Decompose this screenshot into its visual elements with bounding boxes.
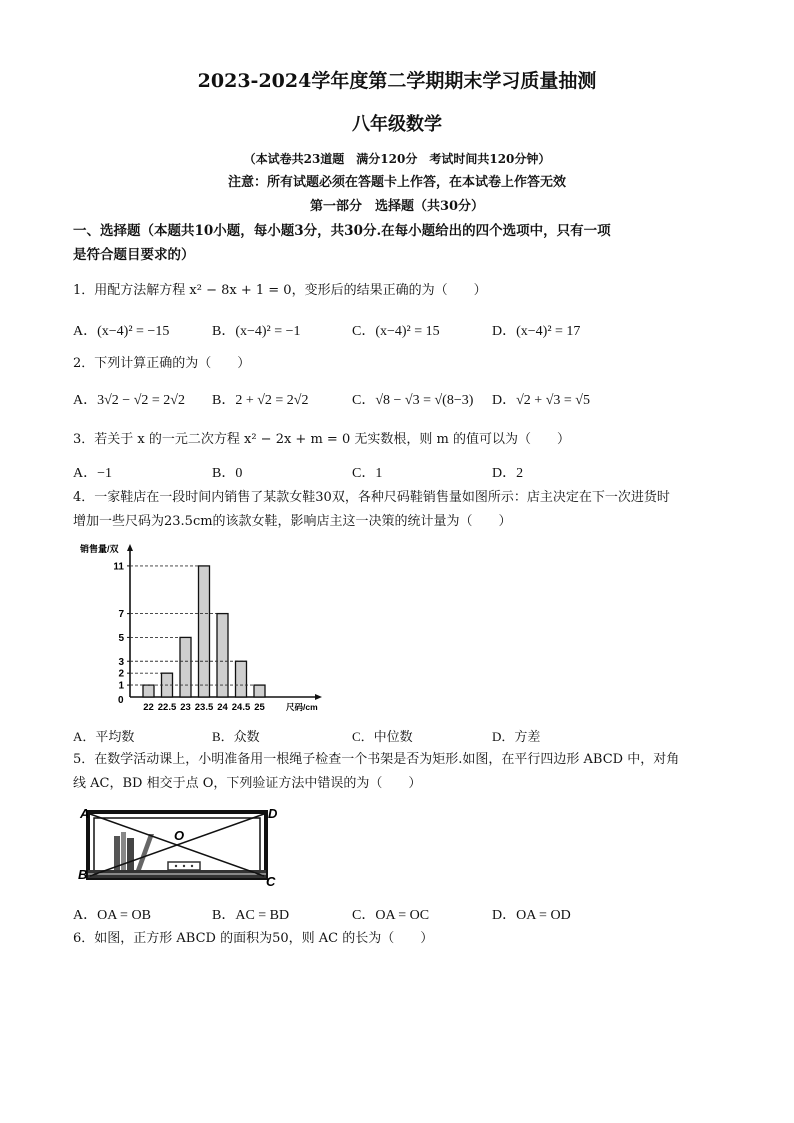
origin-label: 0 — [118, 695, 124, 706]
exam-notice: 注意：所有试题必须在答题卡上作答，在本试卷上作答无效 — [227, 175, 566, 190]
y-tick-label: 2 — [118, 668, 124, 680]
x-tick-label: 23 — [180, 702, 191, 713]
section-instruction-line2: 是符合题目要求的） — [73, 247, 195, 263]
x-tick-label: 22.5 — [157, 702, 177, 713]
y-tick-label: 1 — [118, 680, 124, 692]
question-2-option-c: C．√8 − √3 = √(8−3) — [352, 393, 474, 408]
question-1-option-d: D．(x−4)² = 17 — [492, 324, 581, 339]
x-tick-label: 24 — [217, 702, 228, 713]
question-6-stem: 6．如图，正方形 ABCD 的面积为50，则 AC 的长为（ ） — [73, 931, 434, 946]
x-tick-label: 23.5 — [194, 702, 214, 713]
question-1-option-c: C．(x−4)² = 15 — [352, 324, 440, 339]
question-1-stem: 1．用配方法解方程 x² − 8x + 1 = 0，变形后的结果正确的为（ ） — [73, 283, 487, 298]
question-3-option-a: A．−1 — [73, 466, 113, 481]
bar — [236, 661, 247, 697]
question-4-stem-line2: 增加一些尺码为23.5cm的该款女鞋，影响店主这一决策的统计量为（ ） — [73, 514, 512, 529]
x-axis-arrow — [315, 694, 322, 700]
y-axis-label: 销售量/双 — [80, 544, 119, 554]
question-4-option-b: B．众数 — [212, 729, 260, 744]
question-4-option-d: D．方差 — [492, 729, 541, 744]
bar — [199, 566, 210, 697]
question-4-stem-line1: 4．一家鞋店在一段时间内销售了某款女鞋30双，各种尺码鞋销售量如图所示：店主决定在下一次进货时 — [73, 490, 670, 505]
x-tick-label: 22 — [143, 702, 154, 713]
section-instruction-line1: 一、选择题（本题共10小题，每小题3分，共30分.在每小题给出的四个选项中，只有一项 — [73, 223, 611, 239]
x-tick-label: 24.5 — [231, 702, 251, 713]
y-tick-label: 3 — [118, 656, 124, 668]
part-heading: 第一部分 选择题（共30分） — [309, 199, 485, 214]
exam-title: 2023-2024学年度第二学期期末学习质量抽测 — [197, 70, 597, 92]
question-2-option-d: D．√2 + √3 = √5 — [492, 393, 590, 408]
question-5-option-b: B．AC = BD — [212, 908, 290, 923]
question-2-option-b: B．2 + √2 = 2√2 — [212, 393, 309, 408]
question-3-stem: 3．若关于 x 的一元二次方程 x² − 2x + m = 0 无实数根，则 m 的值可以为（ ） — [73, 432, 570, 447]
label-o: O — [174, 828, 185, 843]
question-2-stem: 2．下列计算正确的为（ ） — [73, 356, 251, 371]
y-tick-label: 5 — [118, 632, 124, 644]
label-c: C — [266, 874, 276, 889]
bookshelf-figure — [78, 806, 278, 890]
y-axis-arrow — [127, 544, 133, 551]
x-tick-label: 25 — [254, 702, 265, 713]
shoe-size-bar-chart — [80, 542, 340, 718]
question-4-option-c: C．中位数 — [352, 729, 413, 744]
question-5-option-c: C．OA = OC — [352, 908, 430, 923]
question-3-option-c: C．1 — [352, 466, 383, 481]
label-b: B — [78, 867, 88, 882]
question-4-option-a: A．平均数 — [73, 729, 135, 744]
y-tick-label: 11 — [113, 561, 124, 573]
bar — [217, 614, 228, 697]
question-3-option-d: D．2 — [492, 466, 524, 481]
question-3-option-b: B．0 — [212, 466, 243, 481]
question-2-option-a: A．3√2 − √2 = 2√2 — [73, 393, 185, 408]
exam-subtitle: 八年级数学 — [352, 114, 442, 135]
label-d: D — [268, 806, 278, 821]
question-5-option-d: D．OA = OD — [492, 908, 571, 923]
bar — [254, 685, 265, 697]
bar — [180, 637, 191, 697]
question-5-option-a: A．OA = OB — [73, 908, 151, 923]
question-5-stem-line1: 5．在数学活动课上，小明准备用一根绳子检查一个书架是否为矩形.如图，在平行四边形 ABCD 中，对角 — [73, 752, 680, 767]
y-tick-label: 7 — [118, 609, 124, 621]
x-axis-label: 尺码/cm — [286, 702, 318, 712]
question-1-option-a: A．(x−4)² = −15 — [73, 324, 170, 339]
question-1-option-b: B．(x−4)² = −1 — [212, 324, 301, 339]
question-5-stem-line2: 线 AC，BD 相交于点 O，下列验证方法中错误的为（ ） — [73, 776, 422, 791]
label-a: A — [80, 806, 90, 821]
bar — [143, 685, 154, 697]
exam-info: （本试卷共23道题 满分120分 考试时间共120分钟） — [243, 152, 551, 166]
